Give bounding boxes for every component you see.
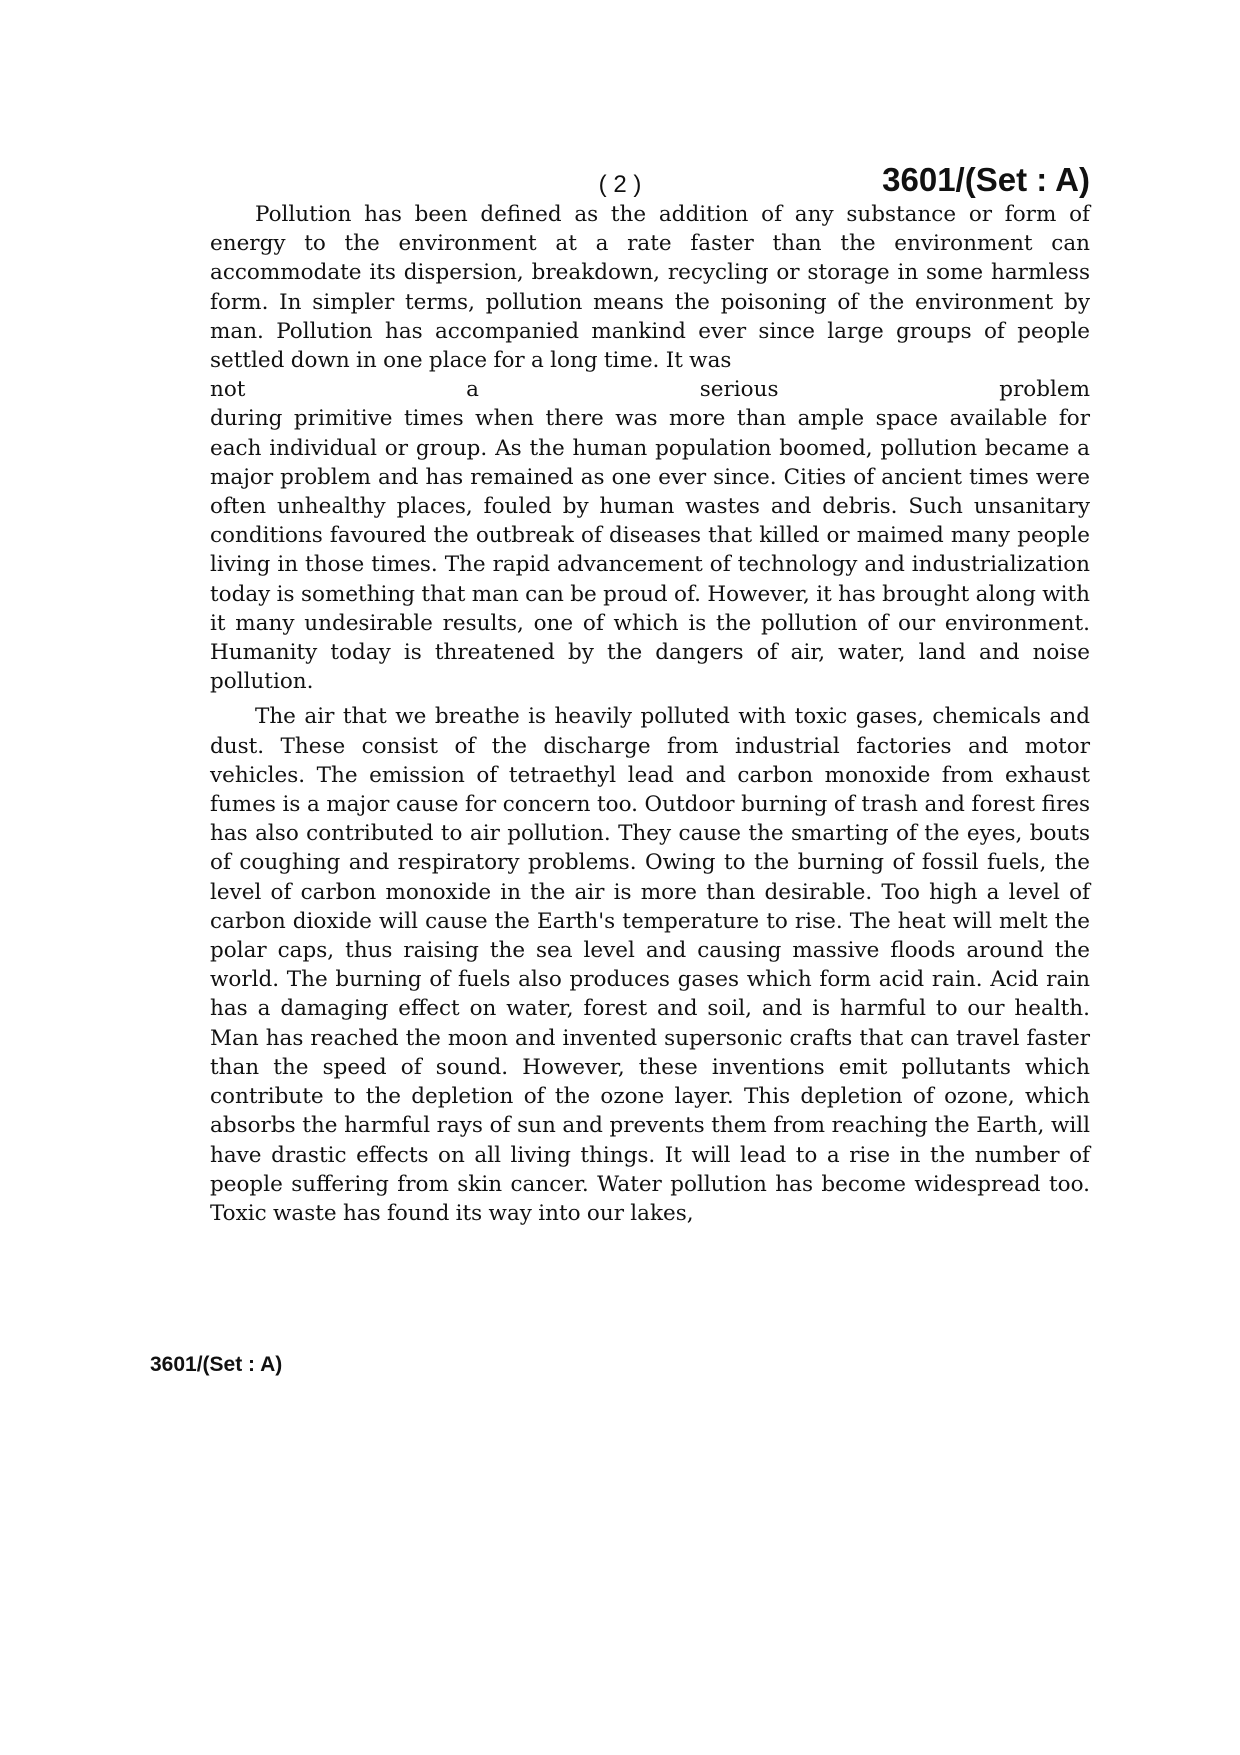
paragraph-1-text-a: Pollution has been defined as the addition of any substance or form of energy to the environment at a rate faster than the environment can accommodate its dispersion, breakdown, recycling or storage in some harmless form. In simpler terms, pollution means the poisoning of the environment by man. Pollution has accompanied mankind ever since large groups of people settled down in one place for a long time. It was [210, 202, 1090, 374]
paper-code-footer: 3601/(Set : A) [150, 1353, 283, 1376]
paragraph-2: The air that we breathe is heavily polluted with toxic gases, chemicals and dust. These consist of the discharge from industrial factories and motor vehicles. The emission of tetraethyl lead and carbon monoxide from exhaust fumes is a major cause for concern too. Outdoor burning of trash and forest fires has also contributed to air pollution. They cause the smarting of the eyes, bouts of coughing and respiratory problems. Owing to the burning of fossil fuels, the level of carbon monoxide in the air is more than desirable. Too high a level of carbon dioxide will cause the Earth's temperature to rise. The heat will melt the polar caps, thus raising the sea level and causing massive floods around the world. The burning of fuels also produces gases which form acid rain. Acid rain has a damaging effect on water, forest and soil, and is harmful to our health. Man has reached the moon and invented supersonic crafts that can travel faster than the speed of sound. However, these inventions emit pollutants which contribute to the depletion of the ozone layer. This depletion of ozone, which absorbs the harmful rays of sun and prevents them from reaching the Earth, will have drastic effects on all living things. It will lead to a rise in the number of people suffering from skin cancer. Water pollution has become widespread too. Toxic waste has found its way into our lakes, [210, 704, 1090, 1226]
paper-code-header: 3601/(Set : A) [882, 161, 1090, 198]
page-number: ( 2 ) [598, 171, 642, 198]
paragraph-1 [210, 200, 1090, 696]
passage [210, 200, 1090, 1228]
paragraph-1-spread-line: not a serious problem [210, 377, 1090, 403]
paragraph-1-text-b: during primitive times when there was more than ample space available for each individual or group. As the human population boomed, pollution became a major problem and has remained as one ever since. Cities of ancient times were often unhealthy places, fouled by human wastes and debris. Such unsanitary conditions favoured the outbreak of diseases that killed or maimed many people living in those times. The rapid advancement of technology and industrialization today is something that man can be proud of. However, it has brought along with it many undesirable results, one of which is the pollution of our environment. Humanity today is threatened by the dangers of air, water, land and noise pollution. [210, 406, 1090, 695]
